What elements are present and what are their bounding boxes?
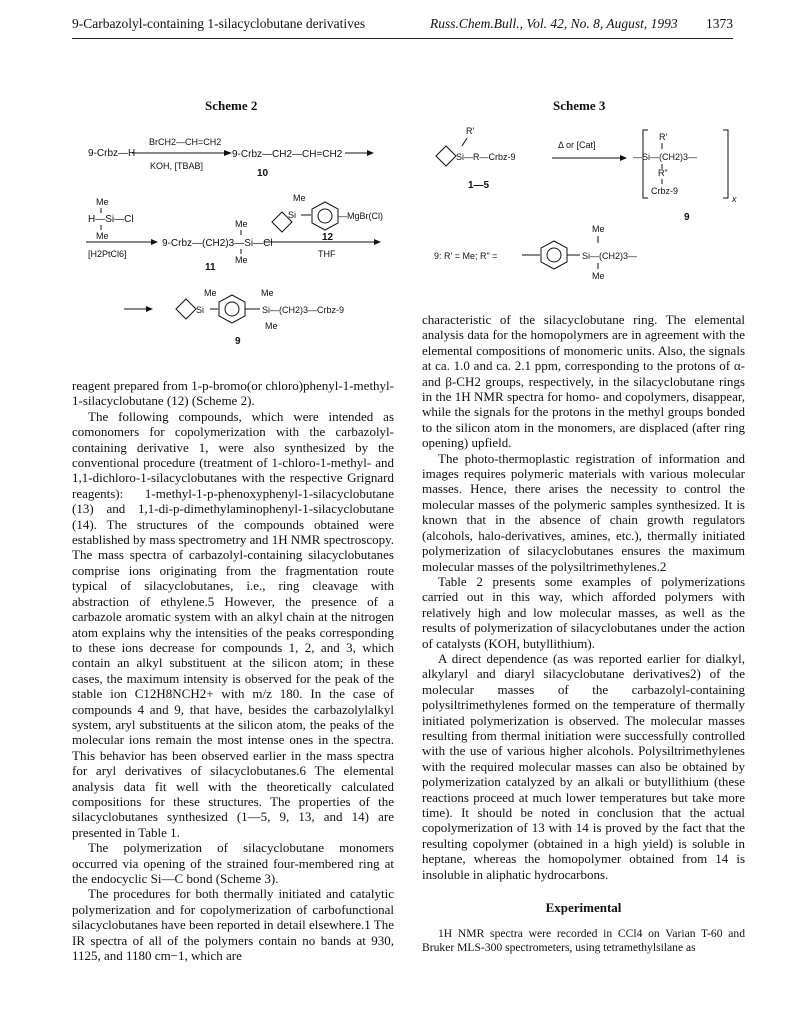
silacyclobutane-ring bbox=[176, 299, 196, 319]
right-column bbox=[422, 312, 745, 955]
scheme-3-label: R' bbox=[466, 126, 475, 136]
scheme-3-label: R" bbox=[658, 168, 668, 178]
scheme-3-diagram bbox=[422, 118, 752, 288]
experimental-paragraph: 1H NMR spectra were recorded in CCl4 on Varian T-60 and Bruker MLS-300 spectrometers, using tetramethylsilane as bbox=[422, 927, 745, 955]
scheme-3-label: 9: R' = Me; R" = bbox=[434, 251, 498, 261]
scheme-2-label: 9-Crbz—H bbox=[88, 148, 136, 159]
page-number: 1373 bbox=[706, 16, 733, 31]
scheme-2-label: Me bbox=[96, 231, 109, 241]
scheme-2-label: THF bbox=[318, 249, 336, 259]
scheme-3-label: R' bbox=[659, 132, 668, 142]
benzene-ring bbox=[312, 202, 338, 230]
body-paragraph: characteristic of the silacyclobutane ring. The elemental analysis data for the homopolymers are in agreement with the elemental compositions of monomeric units. Also, the signals at ca. 1.0 and ca. 2.1 ppm, corresponding to the protons of α- and β-CH2 groups, respectively, in the silacyclobutane rings in the 1H NMR spectra for homo- and copolymers, disappear, while the signals for the protons in the methyl groups bonded to the silicon atom in the monomers, are displaced (after ring opening) upfield. bbox=[422, 312, 745, 451]
scheme-2-compound-number: 12 bbox=[322, 232, 334, 243]
scheme-2-label: Si—(CH2)3—Crbz-9 bbox=[262, 305, 345, 315]
scheme-2-label: —MgBr(Cl) bbox=[338, 211, 383, 221]
body-paragraph: The procedures for both thermally initiated and catalytic polymerization and for copolymerization of carbofunctional silacyclobutanes have been reported in detail elsewhere.1 The IR spectra of all of the polymers contain no bands at 930, 1125, and 1180 cm−1, which are bbox=[72, 886, 394, 964]
section-heading-experimental: Experimental bbox=[545, 900, 622, 916]
scheme-3-compound-number: 9 bbox=[684, 212, 690, 223]
body-paragraph: The following compounds, which were intended as comonomers for copolymerization with the carbazolyl-containing derivative 1, were also synthesized by the conventional procedure (treatment of 1-chloro-1-methyl- and 1,1-dichloro-1-silacyclobutanes with the respective Grignard reagents): 1-methyl-1-p-phenoxyphenyl-1-silacyclobutane (13) and 1,1-di-p-dimethylaminophenyl-1-silacyclobutane (14). The structures of the compounds obtained were established by mass spectrometry and 1H NMR spectroscopy. The mass spectra of carbazolyl-containing silacyclobutanes comprise ions originating from the fragmentation route typical of silacyclobutanes, i.e., ring cleavage with abstraction of ethylene.5 However, the presence of a carbazole aromatic system with an alkyl chain at the nitrogen atom explains why the intensities of the peaks corresponding to these ions decrease for compounds 1, 2, and 3, which contain an alkyl substituent at the silicon atom; in these cases, the maximum intensity is observed for the peak of the stable ion C12H8NCH2+ with m/z 180. In the case of compounds 4 and 9, that have, besides the carbazolylalkyl system, aryl substituents at the silicon atom, the peaks of the molecular ions remain the most intense ones in the spectra. This behavior has been observed earlier in the mass spectra for aryl derivatives of silacyclobutanes.6 The elemental analysis data fit well with the theoretically calculated compositions for these structures. The properties of the silacyclobutanes synthesized (1—5, 9, 13, and 14) are presented in Table 1. bbox=[72, 408, 394, 840]
right-bracket bbox=[723, 130, 728, 198]
scheme-2-label: Me bbox=[204, 288, 217, 298]
header-journal: Russ.Chem.Bull., Vol. 42, No. 8, August, 1993 bbox=[430, 16, 678, 31]
scheme-2-label: [H2PtCl6] bbox=[88, 249, 127, 259]
scheme-2-compound-number: 9 bbox=[235, 336, 241, 347]
left-column bbox=[72, 378, 394, 963]
scheme-2-label: Me bbox=[265, 321, 278, 331]
running-header bbox=[72, 16, 733, 36]
body-paragraph: The photo-thermoplastic registration of information and images requires polymeric materials with various molecular masses. Hence, there arises the necessity to control the molecular masses of the polymeric samples synthesized. It is known that in the absence of chain growth regulators (alcohols, halo-derivatives, amines, etc.), thermally initiated polymerization of silacyclobutanes ensures the maximum molecular masses of the polysiltrimethylenes.2 bbox=[422, 450, 745, 574]
header-rule bbox=[72, 38, 733, 39]
scheme-2-label: 9-Crbz—(CH2)3—Si—Cl bbox=[162, 238, 273, 249]
header-title: 9-Carbazolyl-containing 1-silacyclobutane derivatives bbox=[72, 16, 366, 31]
scheme-3-label: Me bbox=[592, 224, 605, 234]
body-paragraph: A direct dependence (as was reported earlier for dialkyl, alkylaryl and diaryl silacyclobutane derivatives2) of the molecular masses of the carbazolyl-containing polysiltrimethylenes formed on the temperature of thermally initiated polymerization is observed. The molecular masses resulting from thermal initiation were successfully controlled with the use of various higher alcohols. Polysiltrimethylenes with the required molecular masses can also be obtained by polymerization catalyzed by an alkali or butyllithium (these reactions proceed at much lower temperatures but take more time). It should be noted in conclusion that the actual copolymerization of 13 with 14 is proved by the fact that the resulting copolymer (obtained in a high yield) is soluble in heptane, whereas the homopolymer obtained from 14 is insoluble in aliphatic hydrocarbons. bbox=[422, 650, 745, 882]
scheme-2-label: Me bbox=[96, 197, 109, 207]
scheme-2-label: 9-Crbz—CH2—CH=CH2 bbox=[232, 149, 343, 160]
scheme-3-label: Δ or [Cat] bbox=[558, 140, 596, 150]
scheme-2-label: Me bbox=[293, 193, 306, 203]
body-paragraph: Table 2 presents some examples of polymerizations carried out in this way, which afforded polymers with relatively high and low molecular masses, as well as the results of polymerization of silacyclobutanes under the action of catalysts (KOH, butyllithium). bbox=[422, 573, 745, 651]
scheme-2-label: Si bbox=[288, 210, 297, 220]
scheme-2-label: BrCH2—CH=CH2 bbox=[149, 137, 222, 147]
left-bracket bbox=[643, 130, 648, 198]
scheme-3-label: x bbox=[732, 194, 737, 204]
scheme-2-title: Scheme 2 bbox=[205, 98, 258, 113]
benzene-ring bbox=[541, 241, 567, 269]
scheme-2-label: Si bbox=[196, 305, 205, 315]
benzene-ring bbox=[219, 295, 245, 323]
scheme-2-compound-number: 10 bbox=[257, 168, 269, 179]
scheme-2-label: Me bbox=[235, 219, 248, 229]
body-paragraph: reagent prepared from 1-p-bromo(or chloro)phenyl-1-methyl-1-silacyclobutane (12) (Scheme 2). bbox=[72, 378, 394, 409]
scheme-3-label: Me bbox=[592, 271, 605, 281]
silacyclobutane-ring bbox=[436, 146, 456, 166]
scheme-3-label: Crbz-9 bbox=[651, 186, 679, 196]
scheme-3-label: —Si—(CH2)3— bbox=[633, 152, 698, 162]
scheme-3-label: Si—R—Crbz-9 bbox=[456, 152, 516, 162]
scheme-3-compound-number: 1—5 bbox=[468, 180, 490, 191]
scheme-2-label: Me bbox=[261, 288, 274, 298]
scheme-2-label: Me bbox=[235, 255, 248, 265]
scheme-2-label: H—Si—Cl bbox=[88, 214, 134, 225]
scheme-2-label: KOH, [TBAB] bbox=[150, 161, 204, 171]
scheme-3-title: Scheme 3 bbox=[553, 98, 606, 113]
scheme-2-diagram bbox=[72, 122, 402, 367]
scheme-2-compound-number: 11 bbox=[205, 262, 216, 273]
body-paragraph: The polymerization of silacyclobutane monomers occurred via opening of the strained four-membered ring at the endocyclic Si—C bond (Scheme 3). bbox=[72, 840, 394, 886]
scheme-3-label: Si—(CH2)3— bbox=[582, 251, 638, 261]
